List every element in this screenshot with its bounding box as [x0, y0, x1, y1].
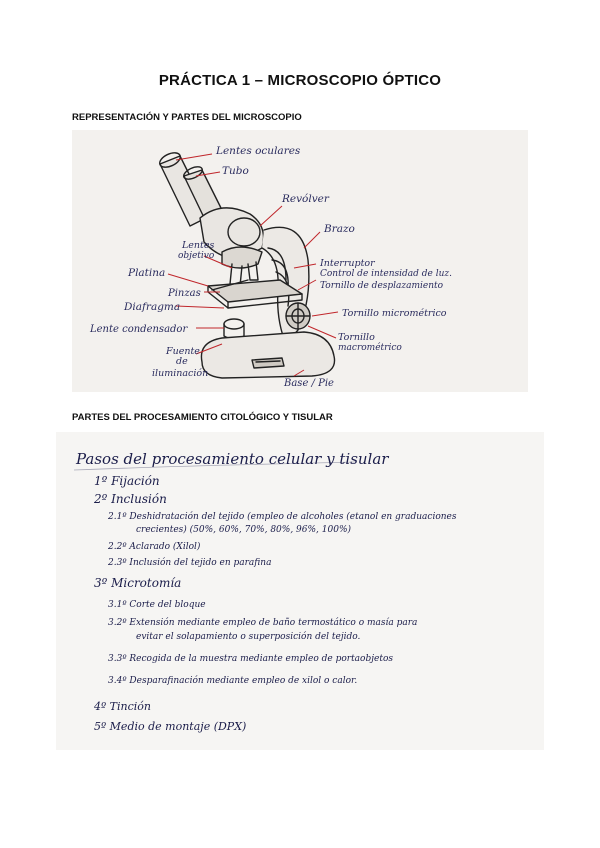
- notes-step-2-2: 2.2º Aclarado (Xilol): [108, 542, 201, 552]
- section-heading-processing: PARTES DEL PROCESAMIENTO CITOLÓGICO Y TISULAR: [72, 412, 333, 423]
- microscope-illustration: [157, 150, 334, 378]
- document-title: PRÁCTICA 1 – MICROSCOPIO ÓPTICO: [158, 72, 442, 89]
- microscope-drawing: [72, 130, 528, 392]
- label-tornillo-macrometrico-1: Tornillo: [338, 332, 375, 343]
- notes-step-3-3: 3.3º Recogida de la muestra mediante empleo de portaobjetos: [108, 654, 394, 664]
- label-lentes-objetivo-2: objetivo: [178, 251, 215, 261]
- label-interruptor: Interruptor: [320, 258, 375, 269]
- label-tornillo-macrometrico-2: macrométrico: [338, 343, 402, 353]
- notes-step-2-1b: crecientes) (50%, 60%, 70%, 80%, 96%, 100%): [136, 525, 352, 535]
- notes-step-3-2b: evitar el solapamiento o superposición del tejido.: [136, 632, 361, 642]
- label-pinzas: Pinzas: [168, 288, 201, 299]
- notes-step-4: 4º Tinción: [94, 700, 151, 713]
- label-diafragma: Diafragma: [124, 301, 181, 313]
- label-fuente-2: de: [176, 356, 188, 367]
- label-platina: Platina: [128, 267, 166, 279]
- notes-step-1: 1º Fijación: [94, 474, 160, 488]
- notes-step-3: 3º Microtomía: [94, 576, 182, 590]
- label-fuente-1: Fuente: [166, 346, 200, 357]
- label-brazo: Brazo: [324, 223, 355, 235]
- notes-step-2: 2º Inclusión: [94, 492, 167, 506]
- microscope-sketch-svg: [72, 130, 528, 392]
- label-tubo: Tubo: [222, 165, 249, 177]
- notes-step-3-1: 3.1º Corte del bloque: [108, 600, 206, 610]
- label-revolver: Revólver: [282, 193, 329, 205]
- section-heading-microscope: REPRESENTACIÓN Y PARTES DEL MICROSCOPIO: [72, 112, 302, 123]
- notes-step-3-2a: 3.2º Extensión mediante empleo de baño termostático o masía para: [108, 618, 418, 628]
- label-base-pie: Base / Pie: [284, 378, 334, 389]
- label-fuente-3: iluminación: [152, 368, 209, 379]
- notes-step-5: 5º Medio de montaje (DPX): [94, 720, 247, 733]
- notes-step-2-1a: 2.1º Deshidratación del tejido (empleo de alcoholes (etanol en graduaciones: [108, 512, 457, 522]
- label-lente-condensador: Lente condensador: [90, 324, 188, 335]
- label-control-luz: Control de intensidad de luz.: [320, 269, 453, 279]
- notes-step-2-3: 2.3º Inclusión del tejido en parafina: [108, 558, 272, 568]
- label-lentes-oculares: Lentes oculares: [216, 145, 301, 157]
- notes-step-3-4: 3.4º Desparafinación mediante empleo de xilol o calor.: [108, 676, 358, 686]
- label-tornillo-micrometrico: Tornillo micrométrico: [342, 308, 447, 319]
- handwritten-notes: [56, 432, 544, 750]
- label-lentes-objetivo-1: Lentes: [182, 240, 215, 251]
- label-tornillo-desplazamiento: Tornillo de desplazamiento: [320, 281, 444, 291]
- notes-title: Pasos del procesamiento celular y tisular: [76, 450, 389, 468]
